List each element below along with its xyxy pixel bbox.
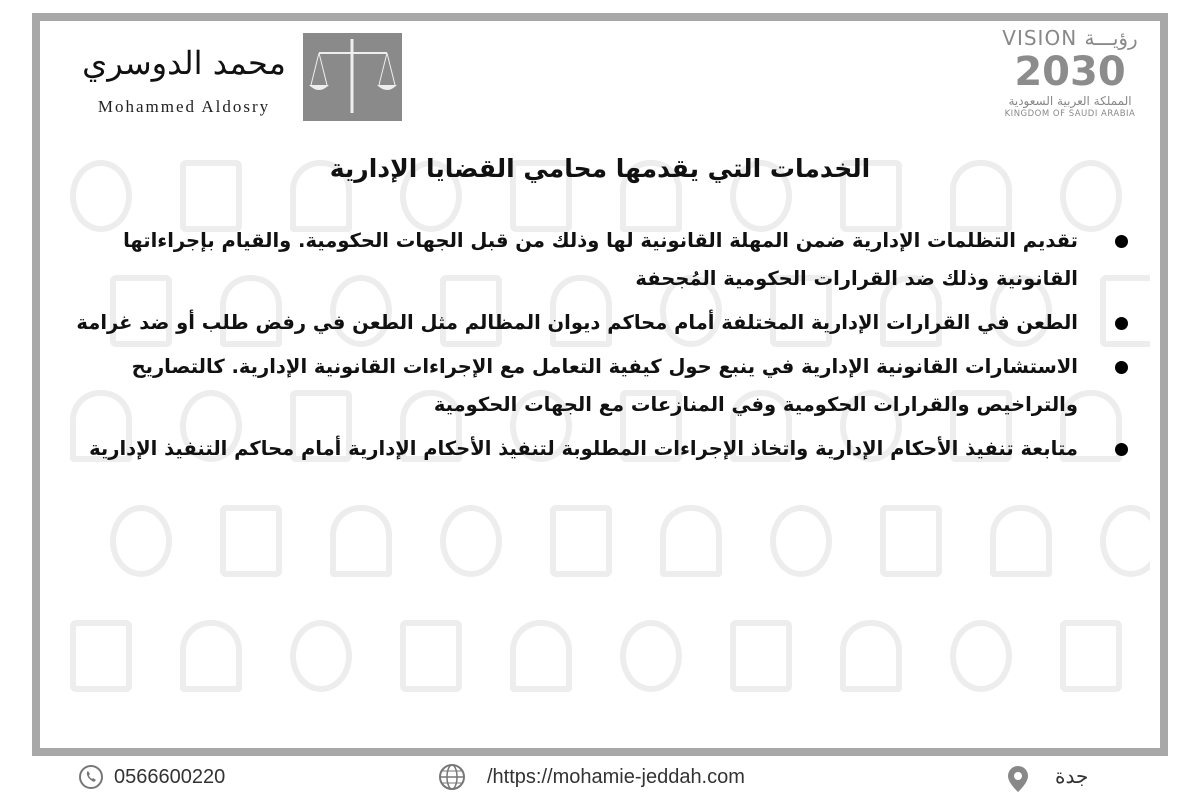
map-pin-icon <box>1005 764 1031 790</box>
item-text: تقديم التظلمات الإدارية ضمن المهلة القانونية لها وذلك من قبل الجهات الحكومية. والقيام بإجراءاتها القانونية وذلك ضد القرارات الحكومية المُجحفة <box>123 229 1078 290</box>
watermark-shape <box>330 505 392 577</box>
website-link[interactable]: /https://mohamie-jeddah.com <box>487 766 745 788</box>
city-name: جدة <box>1055 766 1089 788</box>
watermark-shape <box>990 505 1052 577</box>
watermark-shape <box>180 620 242 692</box>
phone-number: 0566600220 <box>114 766 226 788</box>
watermark-shape <box>1100 505 1150 577</box>
logo-english-name: Mohammed Aldosry <box>97 97 271 116</box>
list-item <box>68 304 1128 342</box>
watermark-shape <box>730 620 792 692</box>
bullet-icon <box>1115 361 1128 374</box>
watermark-shape <box>620 620 682 692</box>
list-item <box>68 222 1128 298</box>
vision-year: 2030 <box>1014 49 1126 95</box>
whatsapp-icon <box>78 764 104 790</box>
watermark-shape <box>70 620 132 692</box>
watermark-shape <box>660 505 722 577</box>
item-text: الاستشارات القانونية الإدارية في ينبع حول كيفية التعامل مع الإجراءات القانونية الإدارية. كالتصاريح والتراخيص والقرارات الحكومية وفي المنازعات مع الجهات الحكومية <box>131 355 1078 416</box>
kingdom-arabic: المملكة العربية السعودية <box>1008 94 1132 108</box>
watermark-shape <box>220 505 282 577</box>
watermark-shape <box>400 620 462 692</box>
watermark-shape <box>510 620 572 692</box>
footer-website[interactable] <box>437 764 745 790</box>
watermark-shape <box>1060 620 1122 692</box>
list-item <box>68 348 1128 424</box>
watermark-shape <box>550 505 612 577</box>
vision-2030-logo <box>975 26 1165 120</box>
footer <box>0 760 1200 796</box>
watermark-shape <box>440 505 502 577</box>
list-item <box>68 430 1128 468</box>
globe-icon <box>437 764 463 790</box>
vision-label: VISION رؤيـــة <box>1002 26 1138 50</box>
bullet-icon <box>1115 317 1128 330</box>
item-text: الطعن في القرارات الإدارية المختلفة أمام محاكم ديوان المظالم مثل الطعن في رفض طلب أو ضد غرامة <box>76 311 1078 334</box>
footer-phone[interactable] <box>78 764 225 790</box>
page-title: الخدمات التي يقدمها محامي القضايا الإدارية <box>329 154 871 183</box>
watermark-shape <box>950 620 1012 692</box>
services-list <box>68 222 1128 474</box>
footer-location <box>1005 764 1088 790</box>
watermark-shape <box>770 505 832 577</box>
item-text: متابعة تنفيذ الأحكام الإدارية واتخاذ الإجراءات المطلوبة لتنفيذ الأحكام الإدارية أمام محاكم التنفيذ الإدارية <box>89 437 1078 460</box>
watermark-shape <box>880 505 942 577</box>
scales-of-justice-icon <box>303 33 402 121</box>
bullet-icon <box>1115 443 1128 456</box>
watermark-shape <box>290 620 352 692</box>
kingdom-english: KINGDOM OF SAUDI ARABIA <box>1004 109 1136 119</box>
bullet-icon <box>1115 235 1128 248</box>
watermark-shape <box>840 620 902 692</box>
watermark-shape <box>110 505 172 577</box>
lawyer-logo <box>70 33 402 121</box>
logo-arabic-name: محمد الدوسري <box>82 44 286 82</box>
